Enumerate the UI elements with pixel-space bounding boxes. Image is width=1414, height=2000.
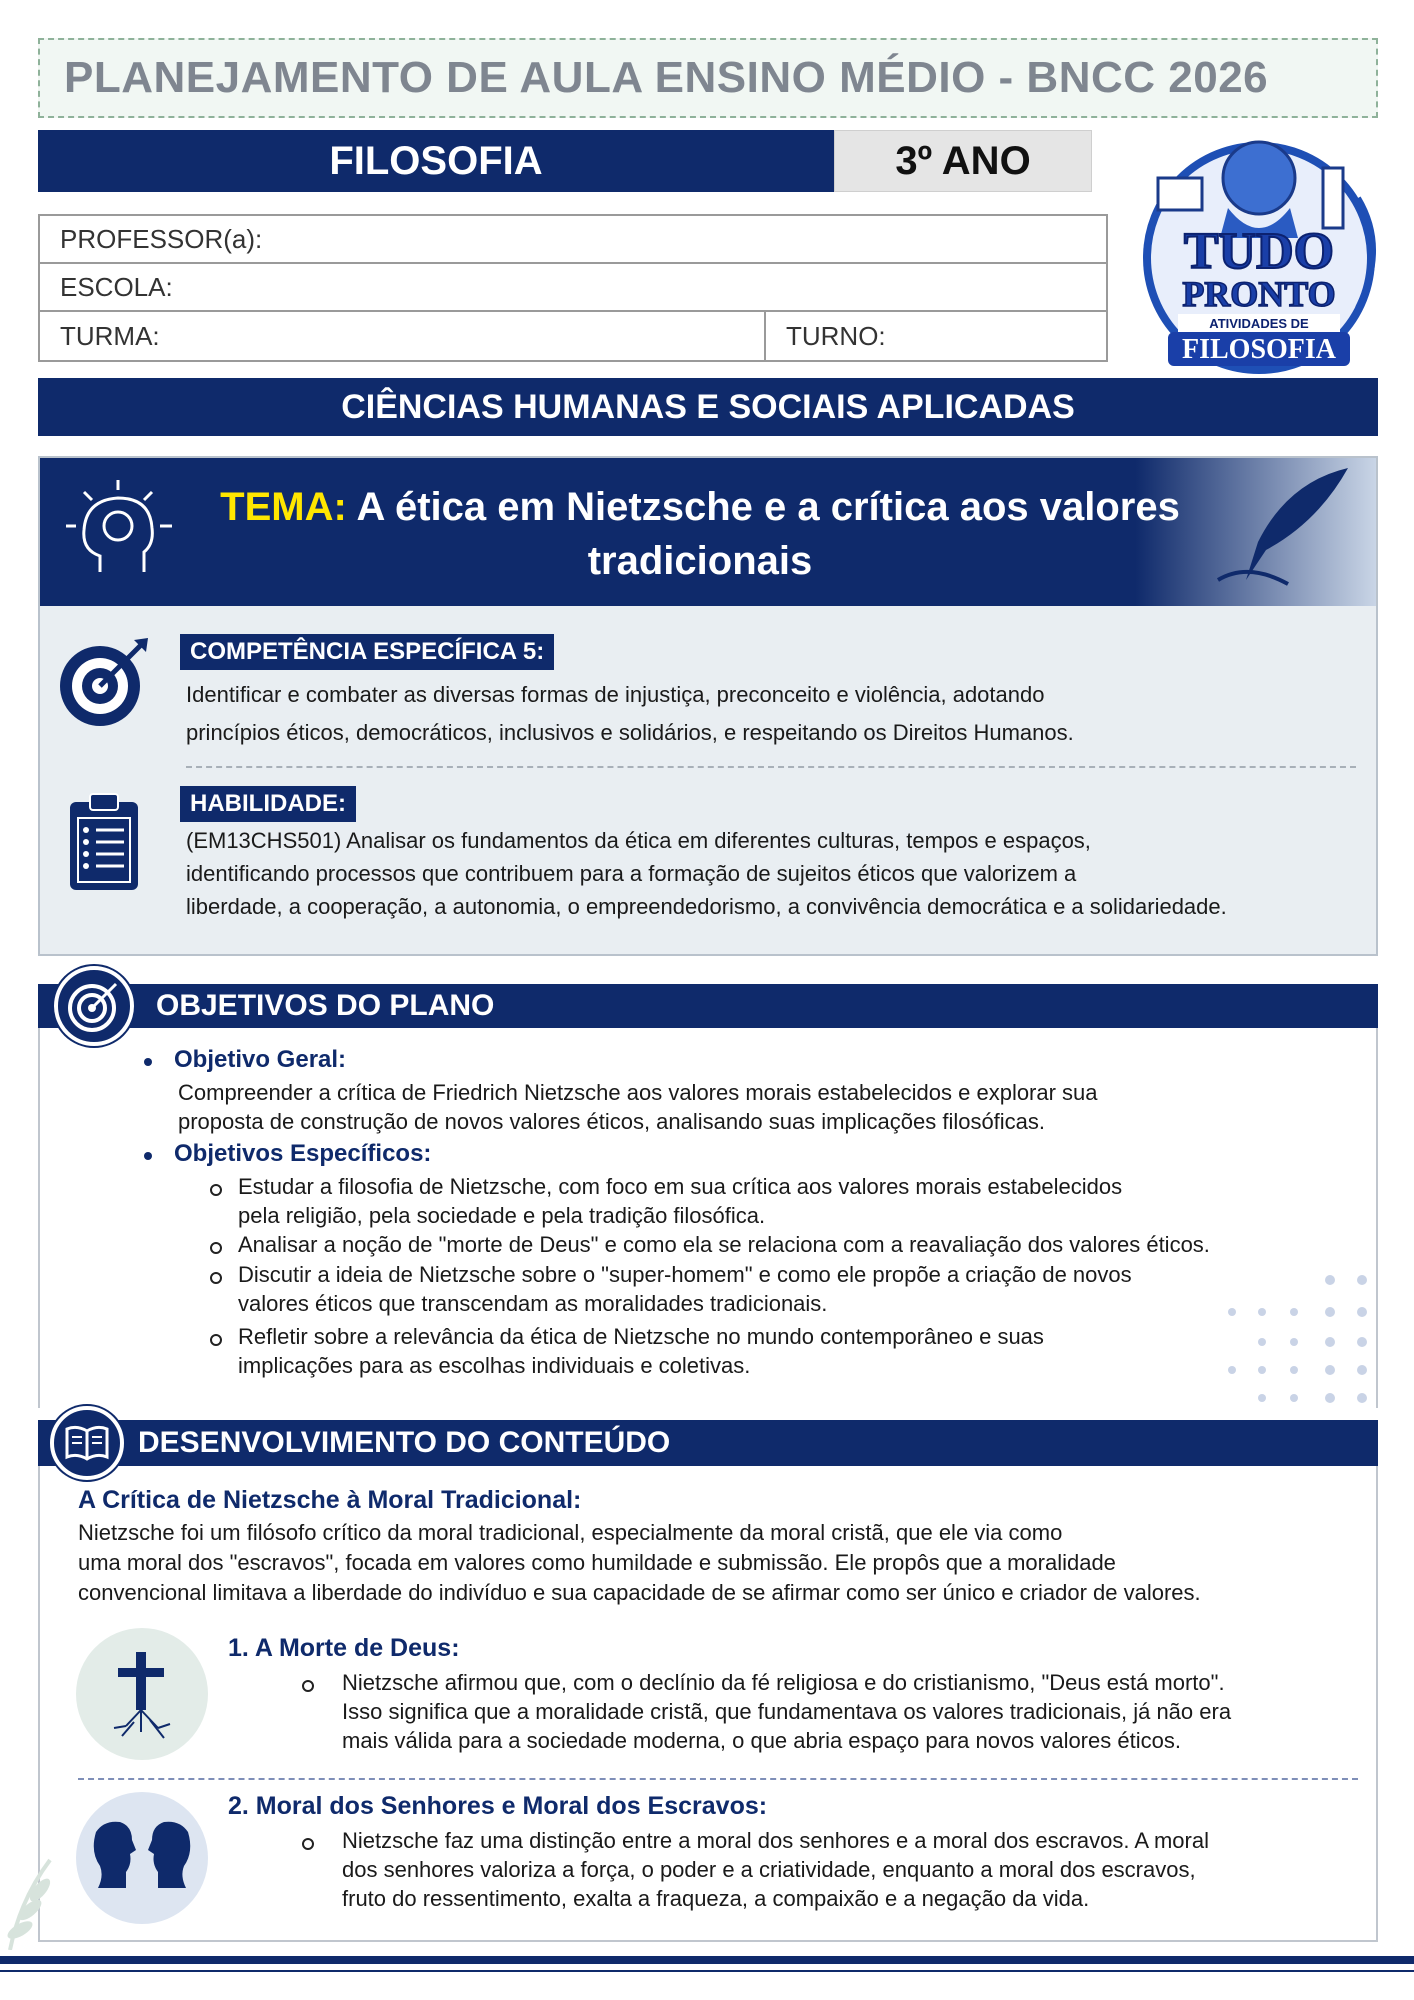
competence-line1: Identificar e combater as diversas formas de injustiça, preconceito e violência, adotando <box>186 682 1045 707</box>
item1-line3: mais válida para a sociedade moderna, o que abria espaço para novos valores éticos. <box>342 1728 1181 1753</box>
general-objective-line1: Compreender a crítica de Friedrich Nietzsche aos valores morais estabelecidos e explorar sua <box>178 1080 1098 1105</box>
specific-objective-2 <box>238 1230 1338 1259</box>
footer-rule <box>0 1956 1414 1964</box>
two-faces-icon <box>76 1792 208 1924</box>
general-objective-text <box>178 1078 1328 1136</box>
shift-field[interactable]: TURNO: <box>786 320 886 351</box>
section-divider <box>78 1778 1358 1780</box>
general-objective-line2: proposta de construção de novos valores éticos, analisando suas implicações filosóficas. <box>178 1109 1046 1134</box>
item2-text <box>342 1826 1352 1913</box>
specific-objective-2-line1: Analisar a noção de "morte de Deus" e como ela se relaciona com a reavaliação dos valores éticos. <box>238 1232 1210 1257</box>
bullet <box>144 1058 152 1066</box>
sub-bullet <box>210 1242 222 1254</box>
bullet <box>144 1152 152 1160</box>
competence-label: COMPETÊNCIA ESPECÍFICA 5: <box>180 634 554 670</box>
logo-line4: FILOSOFIA <box>1181 334 1337 365</box>
intro-line1: Nietzsche foi um filósofo crítico da moral tradicional, especialmente da moral cristã, que ele via como <box>78 1520 1063 1545</box>
specific-objective-4-line2: implicações para as escolhas individuais e coletivas. <box>238 1353 751 1378</box>
school-label: ESCOLA: <box>60 271 173 302</box>
item2-title: 2. Moral dos Senhores e Moral dos Escravos: <box>228 1792 768 1820</box>
item1-line1: Nietzsche afirmou que, com o declínio da fé religiosa e do cristianismo, "Deus está morto". <box>342 1670 1225 1695</box>
identification-table <box>38 214 1108 362</box>
subject-banner: FILOSOFIA <box>38 130 834 192</box>
specific-objective-1-line1: Estudar a filosofia de Nietzsche, com foco em sua crítica aos valores morais estabelecidos <box>238 1174 1123 1199</box>
class-field[interactable]: TURMA: <box>40 312 766 360</box>
competence-line2: princípios éticos, democráticos, inclusivos e solidários, e respeitando os Direitos Humanos. <box>186 720 1074 745</box>
quill-icon <box>1178 462 1368 602</box>
professor-label: PROFESSOR(a): <box>60 223 263 254</box>
theme-text-line1: A ética em Nietzsche e a crítica aos valores <box>356 485 1180 529</box>
sub-bullet <box>302 1680 314 1692</box>
decorative-dots <box>1220 1270 1380 1410</box>
objectives-heading: OBJETIVOS DO PLANO <box>38 984 1378 1028</box>
logo-line3: ATIVIDADES DE <box>1209 316 1309 331</box>
item1-text <box>342 1668 1352 1755</box>
skill-line3: liberdade, a cooperação, a autonomia, o empreendedorismo, a convivência democrática e a solidariedade. <box>186 894 1227 919</box>
theme-text-line2: tradicionais <box>587 539 813 583</box>
item1-line2: Isso significa que a moralidade cristã, que fundamentava os valores tradicionais, já não era <box>342 1699 1232 1724</box>
item2-line1: Nietzsche faz uma distinção entre a moral dos senhores e a moral dos escravos. A moral <box>342 1828 1209 1853</box>
general-objective-title: Objetivo Geral: <box>174 1046 347 1073</box>
intro-text <box>78 1518 1358 1608</box>
page-title: PLANEJAMENTO DE AULA ENSINO MÉDIO - BNCC 2026 <box>38 38 1378 118</box>
logo-line2: PRONTO <box>1182 274 1336 314</box>
knowledge-area-banner: CIÊNCIAS HUMANAS E SOCIAIS APLICADAS <box>38 378 1378 436</box>
skill-line2: identificando processos que contribuem para a formação de sujeitos éticos que valorizem a <box>186 861 1077 886</box>
specific-objective-3 <box>238 1260 1318 1318</box>
skill-label: HABILIDADE: <box>180 786 356 822</box>
section-divider <box>186 766 1356 768</box>
cross-roots-icon <box>76 1628 208 1760</box>
intro-title: A Crítica de Nietzsche à Moral Tradicional: <box>78 1486 582 1514</box>
specific-objective-3-line1: Discutir a ideia de Nietzsche sobre o "super-homem" e como ele propõe a criação de novos <box>238 1262 1132 1287</box>
skill-text <box>186 824 1366 923</box>
laurel-leaf-icon <box>0 1840 70 1955</box>
tudo-pronto-logo <box>1118 118 1400 380</box>
theme-header <box>40 458 1376 606</box>
objectives-box <box>38 1028 1378 1408</box>
skill-line1: (EM13CHS501) Analisar os fundamentos da ética em diferentes culturas, tempos e espaços, <box>186 828 1091 853</box>
item1-title: 1. A Morte de Deus: <box>228 1634 460 1662</box>
item2-line3: fruto do ressentimento, exalta a fraqueza, a compaixão e a negação da vida. <box>342 1886 1090 1911</box>
specific-objective-1 <box>238 1172 1318 1230</box>
professor-row[interactable] <box>40 216 1106 264</box>
school-row[interactable] <box>40 264 1106 312</box>
specific-objective-4 <box>238 1322 1318 1380</box>
development-heading: DESENVOLVIMENTO DO CONTEÚDO <box>38 1420 1378 1466</box>
class-shift-row <box>40 312 1106 360</box>
specific-objectives-title: Objetivos Específicos: <box>174 1140 432 1167</box>
footer-rule-thin <box>0 1970 1414 1972</box>
item2-line2: dos senhores valoriza a força, o poder e a criatividade, enquanto a moral dos escravos, <box>342 1857 1196 1882</box>
intro-line2: uma moral dos "escravos", focada em valores como humildade e submissão. Ele propôs que a moralidade <box>78 1550 1116 1575</box>
competence-text <box>186 676 1346 752</box>
sub-bullet <box>210 1184 222 1196</box>
specific-objective-1-line2: pela religião, pela sociedade e pela tradição filosófica. <box>238 1203 766 1228</box>
development-box <box>38 1466 1378 1942</box>
mind-head-icon <box>60 472 180 592</box>
theme-label: TEMA: <box>220 485 347 529</box>
specific-objective-3-line2: valores éticos que transcendam as moralidades tradicionais. <box>238 1291 828 1316</box>
grade-badge: 3º ANO <box>834 130 1092 192</box>
theme-title <box>200 480 1200 588</box>
specific-objective-4-line1: Refletir sobre a relevância da ética de Nietzsche no mundo contemporâneo e suas <box>238 1324 1044 1349</box>
logo-line1: TUDO <box>1183 223 1335 280</box>
sub-bullet <box>210 1334 222 1346</box>
theme-section <box>38 456 1378 956</box>
intro-line3: convencional limitava a liberdade do indivíduo e sua capacidade de se afirmar como ser único e criador de valores. <box>78 1580 1201 1605</box>
target-icon <box>56 634 152 735</box>
sub-bullet <box>302 1838 314 1850</box>
clipboard-checklist-icon <box>68 792 140 897</box>
sub-bullet <box>210 1272 222 1284</box>
